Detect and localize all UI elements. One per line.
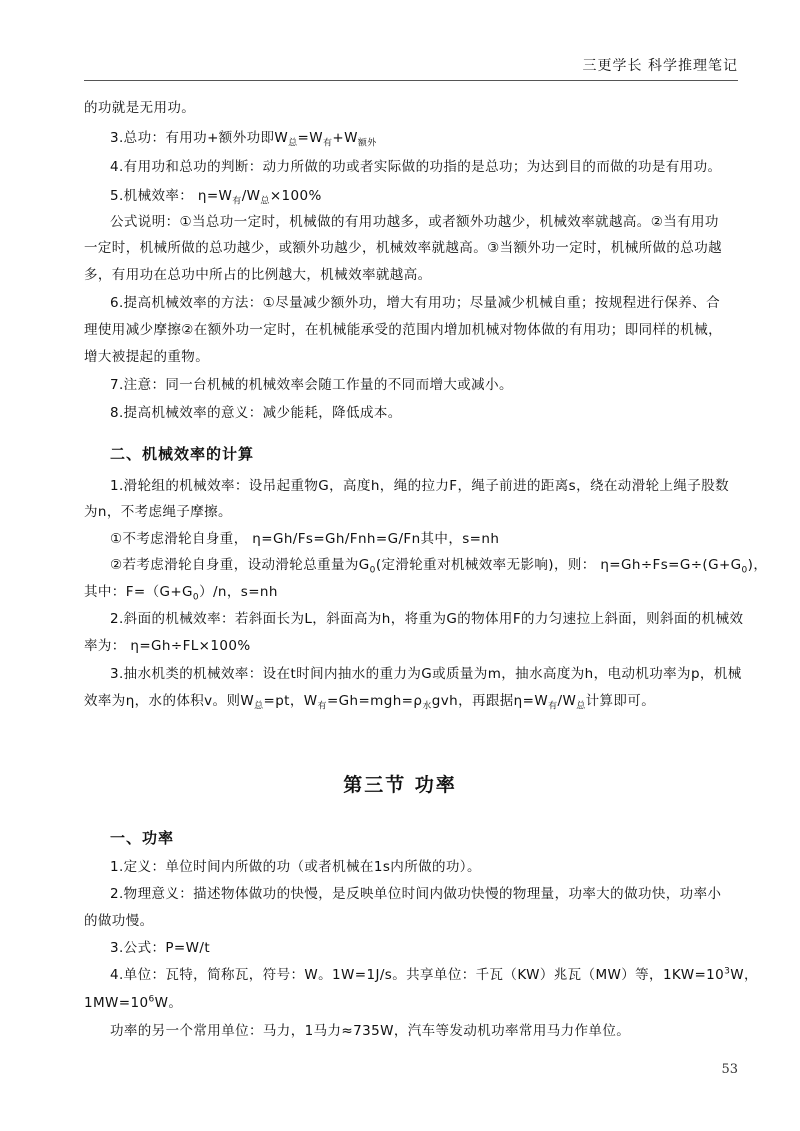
text-line: 3.抽水机类的机械效率：设在t时间内抽水的重力为G或质量为m，抽水高度为h，电动机功率为p，机械 bbox=[110, 666, 742, 682]
text-line: 为n，不考虑绳子摩擦。 bbox=[84, 504, 232, 520]
chapter-title: 第三节 功率 bbox=[343, 774, 457, 796]
text-line: 1.滑轮组的机械效率：设吊起重物G，高度h，绳的拉力F，绳子前进的距离s，绕在动滑轮上绳子股数 bbox=[110, 478, 729, 494]
page-number: 53 bbox=[721, 1062, 738, 1077]
text-line: 4.单位：瓦特，简称瓦，符号：W。1W=1J/s。共享单位：千瓦（KW）兆瓦（MW）等，$1KW=10^3W$， bbox=[110, 966, 758, 983]
text-line: 6.提高机械效率的方法：①尽量减少额外功，增大有用功；尽量减少机械自重；按规程进行保养、合 bbox=[110, 295, 720, 311]
text-line: 3.公式：P=W/t bbox=[110, 940, 211, 956]
text-line: 其中：$F=(G+G_0)/n$，s=nh bbox=[84, 584, 278, 603]
text-line: 增大被提起的重物。 bbox=[84, 349, 210, 365]
text-line: 2.物理意义：描述物体做功的快慢，是反映单位时间内做功快慢的物理量，功率大的做功快，功率小 bbox=[110, 886, 722, 902]
section-heading: 二、机械效率的计算 bbox=[110, 445, 255, 463]
text-line: 功率的另一个常用单位：马力，1马力≈735W，汽车等发动机功率常用马力作单位。 bbox=[110, 1023, 631, 1039]
text-line: 一定时，机械所做的总功越少，或额外功越少，机械效率就越高。③当额外功一定时，机械所做的总功越 bbox=[84, 240, 723, 256]
text-line: 多，有用功在总功中所占的比例越大，机械效率就越高。 bbox=[84, 267, 432, 283]
text-line: 的做功慢。 bbox=[84, 913, 154, 929]
text-line: 8.提高机械效率的意义：减少能耗，降低成本。 bbox=[110, 405, 402, 421]
text-line: 5.机械效率： $\eta=W_有/W_总\times 100\%$ bbox=[110, 188, 322, 207]
text-line: 7.注意：同一台机械的机械效率会随工作量的不同而增大或减小。 bbox=[110, 377, 513, 393]
section-heading: 一、功率 bbox=[110, 829, 175, 847]
text-line: 3.总功：有用功+额外功即$W_总=W_有+W_{额外}$ bbox=[110, 130, 377, 149]
text-line: 理使用减少摩擦②在额外功一定时，在机械能承受的范围内增加机械对物体做的有用功；即同样的机械， bbox=[84, 322, 723, 338]
text-line: ②若考虑滑轮自身重，设动滑轮总重量为$G_0$(定滑轮重对机械效率无影响)，则： $\eta=Gh\div Fs=G\div(G+G_0)$， bbox=[110, 557, 768, 576]
text-line: $1MW=10^6W$。 bbox=[84, 994, 183, 1011]
text-line: 2.斜面的机械效率：若斜面长为L，斜面高为h，将重为G的物体用F的力匀速拉上斜面，则斜面的机械效 bbox=[110, 611, 744, 627]
page-header-title: 三更学长 科学推理笔记 bbox=[582, 58, 738, 74]
text-line: ①不考虑滑轮自身重， η=Gh/Fs=Gh/Fnh=G/Fn其中，s=nh bbox=[110, 531, 500, 547]
header-divider bbox=[84, 80, 738, 81]
text-line: 效率为η，水的体积v。则$W_总=pt$，$W_有=Gh=mgh=\rho_水gvh$，再跟据$\eta=W_有/W_总$计算即可。 bbox=[84, 693, 656, 712]
text-line: 的功就是无用功。 bbox=[84, 100, 196, 116]
text-line: 4.有用功和总功的判断：动力所做的功或者实际做的功指的是总功；为达到目的而做的功是有用功。 bbox=[110, 159, 722, 175]
text-line: 公式说明：①当总功一定时，机械做的有用功越多，或者额外功越少，机械效率就越高。②当有用功 bbox=[110, 214, 719, 230]
text-line: 率为： η=Gh÷FL×100% bbox=[84, 638, 251, 654]
text-line: 1.定义：单位时间内所做的功（或者机械在1s内所做的功）。 bbox=[110, 859, 481, 875]
